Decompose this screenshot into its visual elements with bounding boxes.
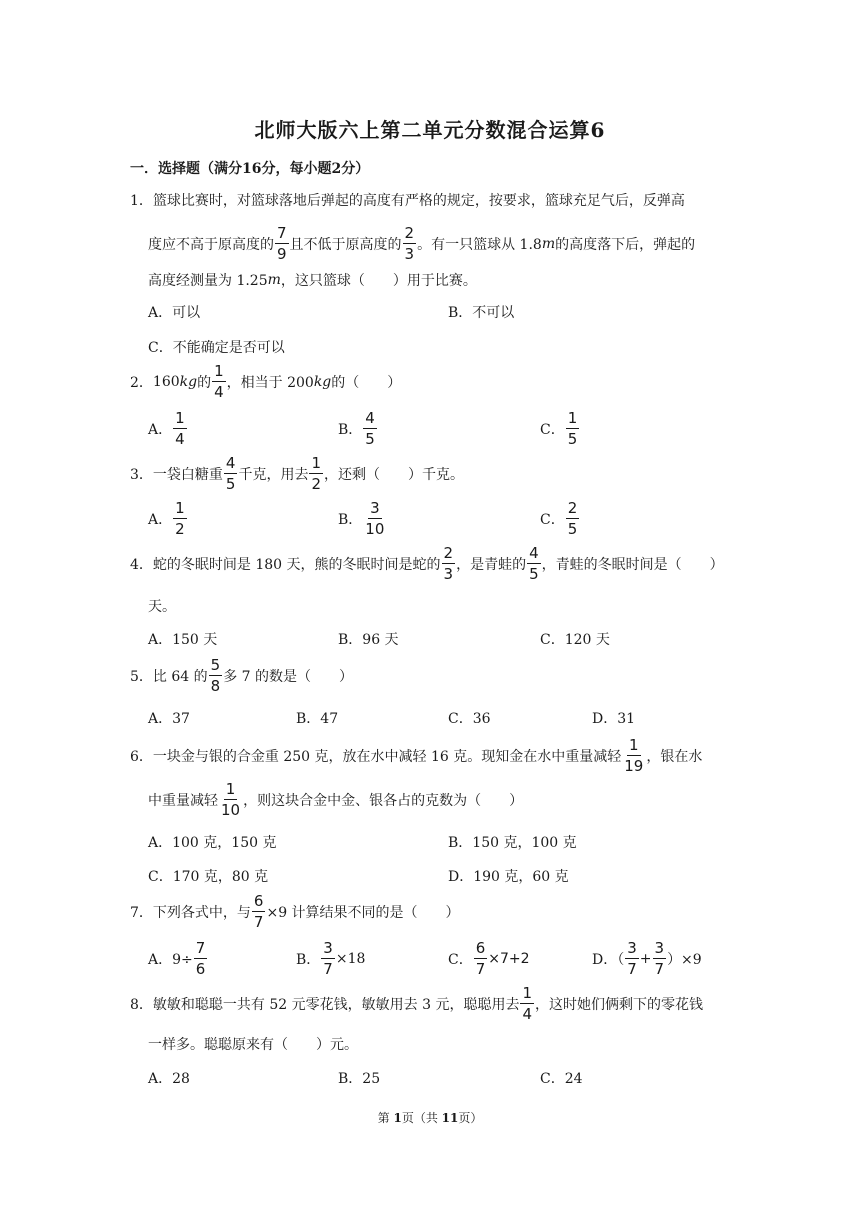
option-a: A．150 天 [148, 632, 218, 648]
question-text: 中重量减轻 [148, 793, 218, 809]
option-d: D．190 克，60 克 [448, 869, 569, 885]
question-text: 敏敏和聪聪一共有 52 元零花钱，敏敏用去 3 元，聪聪用去 [152, 997, 520, 1013]
question-text: 一块金与银的合金重 250 克，放在水中减轻 16 克。现知金在水中重量减轻 [152, 749, 622, 765]
question-text: ，青蛙的冬眠时间是（ ） [541, 557, 724, 573]
question-8-line-2: 一样多。聪聪原来有（ ）元。 [148, 1037, 358, 1053]
option-a: A．37 [148, 711, 190, 727]
question-text: 多 7 的数是（ ） [223, 669, 353, 685]
question-text: ，是青蛙的 [456, 557, 527, 573]
option-b: B．47 [296, 711, 339, 727]
question-3 [130, 452, 464, 496]
fraction: $\frac{1}{2}$ [311, 454, 322, 493]
option-a: A．9÷ $\frac{7}{6}$ [148, 939, 206, 978]
unit: kg [313, 374, 332, 390]
question-text: 比 64 的 [152, 669, 208, 685]
option-a: A．100 克，150 克 [148, 835, 277, 851]
question-text: ，则这块合金中金、银各占的克数为（ ） [243, 793, 524, 809]
option-b: B．96 天 [338, 632, 399, 648]
fraction: $\frac{1}{4}$ [175, 409, 185, 448]
option-c: C． $\frac{6}{7}$ ×7+2 [448, 939, 530, 978]
question-text: ，这只篮球（ ）用于比赛。 [280, 273, 477, 289]
fraction: $\frac{7}{6}$ [195, 939, 206, 978]
question-text: 的 [197, 375, 212, 391]
option-a: A．28 [148, 1071, 190, 1087]
question-number: 6． [130, 749, 153, 765]
option-c: C．24 [540, 1071, 583, 1087]
option-c: C． $\frac{2}{5}$ [540, 499, 578, 538]
question-text: 160 [152, 374, 180, 390]
option-c: C． $\frac{1}{5}$ [540, 409, 578, 448]
option-d: D．（ $\frac{3}{7}$ + $\frac{3}{7}$ ）×9 [592, 939, 702, 978]
fraction: $\frac{5}{8}$ [210, 656, 221, 695]
question-text: 篮球比赛时，对篮球落地后弹起的高度有严格的规定，按要求，篮球充足气后，反弹高 [152, 193, 685, 209]
option-c: C．不能确定是否可以 [148, 340, 285, 356]
option-c: C．120 天 [540, 632, 610, 648]
question-text: 一袋白糖重 [152, 467, 223, 483]
fraction: $\frac{2}{5}$ [567, 499, 578, 538]
fraction: $\frac{4}{5}$ [225, 454, 236, 493]
question-number: 3． [130, 467, 153, 483]
question-text: 的（ ） [331, 375, 402, 391]
option-d: D．31 [592, 711, 636, 727]
question-number: 1． [130, 193, 153, 209]
question-7 [130, 890, 460, 934]
fraction: $\frac{1}{4}$ [214, 362, 224, 401]
question-number: 8． [130, 997, 153, 1013]
question-text: 度应不高于原高度的 [148, 237, 274, 253]
fraction: $\frac{4}{5}$ [529, 544, 539, 583]
question-text: 下列各式中，与 [152, 905, 251, 921]
option-a: A． $\frac{1}{2}$ [148, 499, 185, 538]
page-number: 1 [393, 1111, 402, 1125]
question-text: 的高度落下后，弹起的 [555, 237, 696, 253]
question-text: ，相当于 200 [226, 375, 314, 391]
option-b: B． $\frac{3}{10}$ [338, 499, 385, 538]
unit: kg [179, 374, 198, 390]
question-number: 5． [130, 669, 153, 685]
fraction: $\frac{3}{10}$ [365, 499, 385, 538]
fraction: $\frac{1}{4}$ [522, 984, 532, 1023]
unit: m [267, 272, 281, 288]
option-c: C．36 [448, 711, 491, 727]
fraction: $\frac{7}{9}$ [277, 224, 287, 263]
question-5 [130, 654, 353, 698]
question-text: ，银在水 [646, 749, 703, 765]
question-text: ，这时她们俩剩下的零花钱 [535, 997, 703, 1013]
fraction: $\frac{4}{5}$ [365, 409, 375, 448]
question-2 [130, 360, 401, 404]
option-a: A． $\frac{1}{4}$ [148, 409, 185, 448]
fraction: $\frac{1}{2}$ [175, 499, 185, 538]
question-text: 千克，用去 [238, 467, 309, 483]
question-text: ，还剩（ ）千克。 [324, 467, 465, 483]
unit: m [541, 236, 556, 252]
option-b: B． $\frac{4}{5}$ [338, 409, 375, 448]
question-1-line-1 [130, 178, 685, 222]
section-heading: 一．选择题（满分16分，每小题2分） [130, 161, 370, 177]
fraction: $\frac{3}{7}$ [654, 939, 665, 978]
question-text: 高度经测量为 1.25 [148, 273, 268, 289]
option-b: B． $\frac{3}{7}$ ×18 [296, 939, 366, 978]
page-title: 北师大版六上第二单元分数混合运算6 [254, 118, 606, 142]
question-number: 4． [130, 557, 153, 573]
option-b: B．不可以 [448, 305, 515, 321]
question-text: 。有一只篮球从 1.8 [417, 237, 542, 253]
fraction: $\frac{2}{3}$ [443, 544, 454, 583]
question-number: 7． [130, 905, 153, 921]
option-b: B．150 克，100 克 [448, 835, 577, 851]
fraction: $\frac{6}{7}$ [475, 939, 486, 978]
question-6 [130, 734, 702, 778]
fraction: $\frac{3}{7}$ [627, 939, 637, 978]
question-text: ×9 计算结果不同的是（ ） [266, 905, 460, 921]
option-c: C．170 克，80 克 [148, 869, 269, 885]
fraction: $\frac{2}{3}$ [404, 224, 415, 263]
question-4 [130, 542, 724, 586]
question-8 [130, 982, 703, 1026]
question-text: 且不低于原高度的 [289, 237, 402, 253]
option-b: B．25 [338, 1071, 381, 1087]
fraction: $\frac{6}{7}$ [253, 892, 264, 931]
fraction: $\frac{3}{7}$ [323, 939, 333, 978]
fraction: $\frac{1}{10}$ [221, 780, 241, 819]
question-4-line-2: 天。 [148, 599, 176, 615]
question-text: 蛇的冬眠时间是 180 天，熊的冬眠时间是蛇的 [152, 557, 441, 573]
fraction: $\frac{1}{5}$ [567, 409, 578, 448]
question-6-line-2 [148, 778, 523, 822]
option-a: A．可以 [148, 305, 201, 321]
total-pages: 11 [441, 1111, 459, 1125]
question-number: 2． [130, 375, 153, 391]
fraction: $\frac{1}{19}$ [624, 736, 644, 775]
page-footer: 第 1页（共 11页） [377, 1111, 483, 1125]
